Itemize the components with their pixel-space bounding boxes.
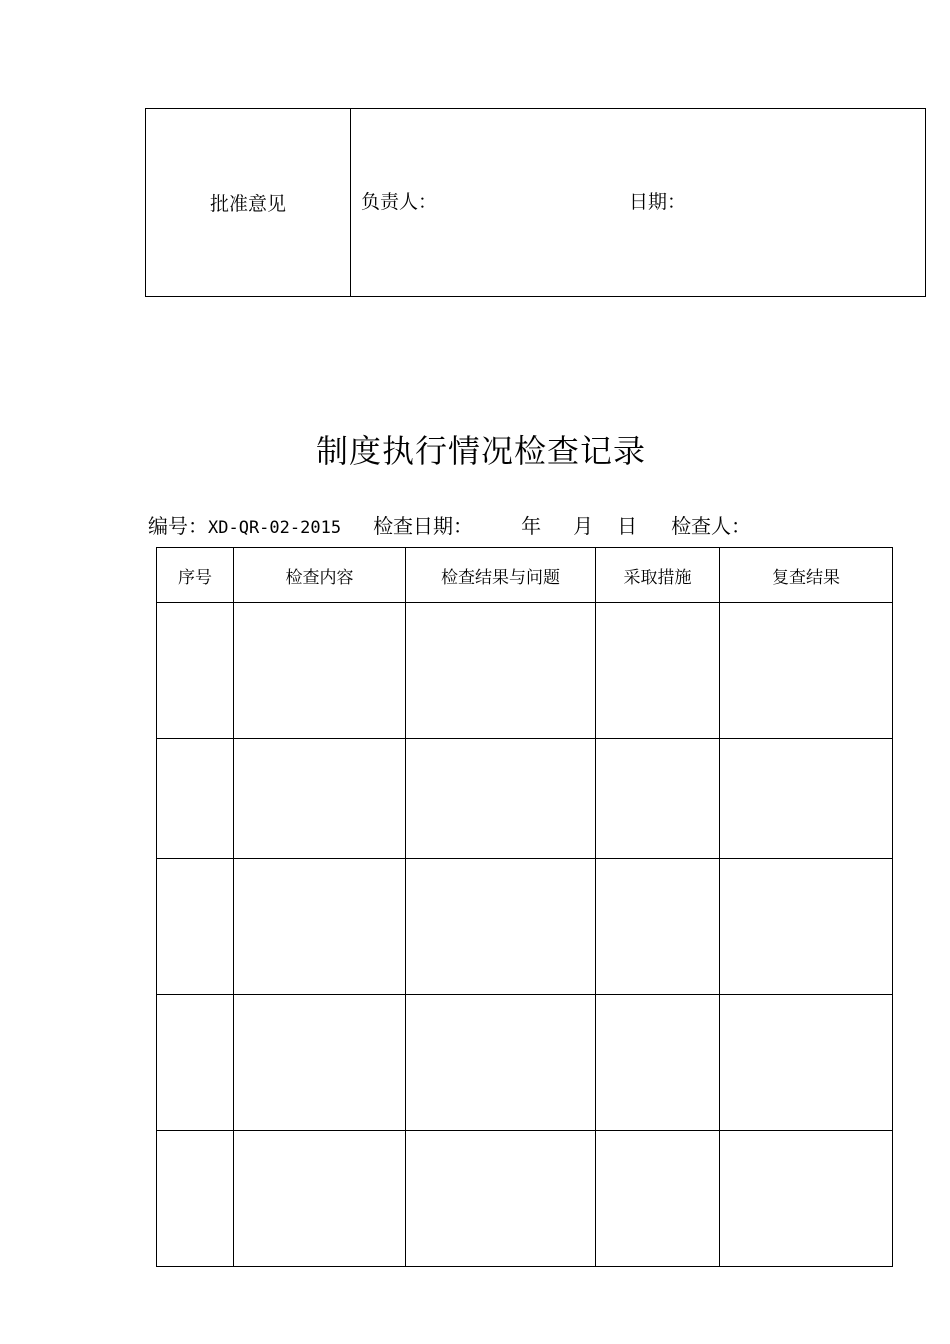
- cell-recheck[interactable]: [720, 1131, 893, 1267]
- cell-measures[interactable]: [596, 739, 720, 859]
- cell-content[interactable]: [234, 739, 406, 859]
- record-info-line: [148, 510, 751, 539]
- cell-measures[interactable]: [596, 995, 720, 1131]
- cell-content[interactable]: [234, 603, 406, 739]
- cell-content[interactable]: [234, 1131, 406, 1267]
- year-label: 年: [521, 514, 542, 538]
- approval-content-cell[interactable]: [351, 109, 926, 297]
- responsible-label: 负责人：: [361, 191, 438, 213]
- approval-date-label: 日期：: [629, 191, 687, 213]
- cell-recheck[interactable]: [720, 603, 893, 739]
- table-row: [157, 1131, 893, 1267]
- cell-recheck[interactable]: [720, 859, 893, 995]
- cell-serial[interactable]: [157, 739, 234, 859]
- cell-result[interactable]: [406, 995, 596, 1131]
- header-check-result: 检查结果与问题: [406, 548, 596, 603]
- cell-recheck[interactable]: [720, 995, 893, 1131]
- table-row: [157, 995, 893, 1131]
- inspector-label: 检查人：: [671, 514, 752, 538]
- header-check-content: 检查内容: [234, 548, 406, 603]
- cell-result[interactable]: [406, 1131, 596, 1267]
- approval-label: 批准意见: [146, 109, 351, 297]
- cell-serial[interactable]: [157, 859, 234, 995]
- approval-row: [146, 109, 926, 297]
- table-header-row: [157, 548, 893, 603]
- cell-result[interactable]: [406, 603, 596, 739]
- header-measures: 采取措施: [596, 548, 720, 603]
- day-label: 日: [617, 514, 638, 538]
- cell-result[interactable]: [406, 739, 596, 859]
- page-title: 制度执行情况检查记录: [315, 432, 646, 470]
- table-row: [157, 603, 893, 739]
- cell-result[interactable]: [406, 859, 596, 995]
- month-label: 月: [573, 514, 594, 538]
- inspection-record-table: [156, 547, 893, 1267]
- header-serial-number: 序号: [157, 548, 234, 603]
- table-row: [157, 739, 893, 859]
- table-row: [157, 859, 893, 995]
- code-value: XD-QR-02-2015: [208, 518, 342, 538]
- cell-measures[interactable]: [596, 1131, 720, 1267]
- cell-content[interactable]: [234, 859, 406, 995]
- header-recheck-result: 复查结果: [720, 548, 893, 603]
- cell-serial[interactable]: [157, 603, 234, 739]
- code-label: 编号：: [148, 514, 208, 538]
- check-date-label: 检查日期：: [373, 514, 474, 538]
- cell-measures[interactable]: [596, 603, 720, 739]
- cell-measures[interactable]: [596, 859, 720, 995]
- cell-serial[interactable]: [157, 995, 234, 1131]
- cell-recheck[interactable]: [720, 739, 893, 859]
- cell-serial[interactable]: [157, 1131, 234, 1267]
- approval-table: [145, 108, 926, 297]
- cell-content[interactable]: [234, 995, 406, 1131]
